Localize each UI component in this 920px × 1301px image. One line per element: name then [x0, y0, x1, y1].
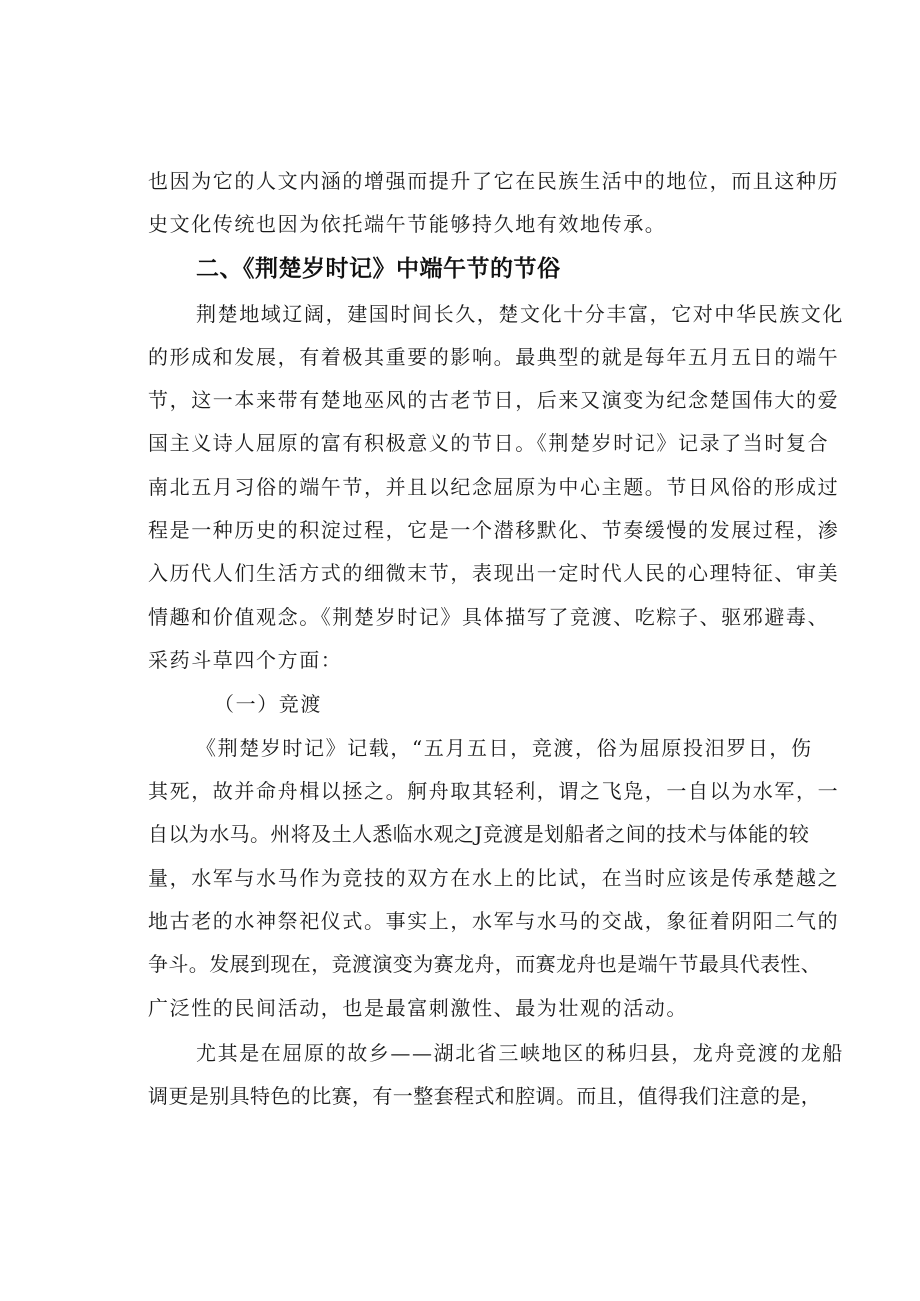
body-text-line: 广泛性的民间活动，也是最富刺激性、最为壮观的活动。 [148, 996, 688, 1020]
body-text-line: 《荆楚岁时记》记载，“五月五日，竞渡，俗为屈原投汨罗日，伤 [196, 736, 813, 760]
subsection-heading: （一）竞渡 [214, 692, 322, 716]
body-text-line: 地古老的水神祭祀仪式。事实上，水军与水马的交战，象征着阴阳二气的 [148, 909, 840, 933]
body-text-line: 国主义诗人屈原的富有积极意义的节日。《荆楚岁时记》记录了当时复合 [148, 431, 830, 455]
body-text-line: 也因为它的人文内涵的增强而提升了它在民族生活中的地位，而且这种历 [148, 169, 840, 193]
body-text-line: 调更是别具特色的比赛，有一整套程式和腔调。而且，值得我们注意的是， [148, 1084, 822, 1108]
body-text-line: 情趣和价值观念。《荆楚岁时记》具体描写了竞渡、吃粽子、驱邪避毒、 [148, 605, 830, 629]
body-text-line: 的形成和发展，有着极其重要的影响。最典型的就是每年五月五日的端午 [148, 345, 840, 369]
body-text-line: 尤其是在屈原的故乡——湖北省三峡地区的秭归县，龙舟竞渡的龙船 [196, 1041, 844, 1065]
section-heading: 二、《荆楚岁时记》中端午节的节俗 [196, 256, 561, 282]
body-text-line: 史文化传统也因为依托端午节能够持久地有效地传承。 [148, 212, 667, 236]
body-text-line: 量，水军与水马作为竞技的双方在水上的比试，在当时应该是传承楚越之 [148, 866, 840, 890]
body-text-line: 程是一种历史的积淀过程，它是一个潜移默化、节奏缓慢的发展过程，渗 [148, 518, 840, 542]
body-text-line: 南北五月习俗的端午节，并且以纪念屈原为中心主题。节日风俗的形成过 [148, 475, 840, 499]
body-text-line: 争斗。发展到现在，竞渡演变为赛龙舟，而赛龙舟也是端午节最具代表性、 [148, 952, 822, 976]
body-text-line: 其死，故并命舟楫以拯之。舸舟取其轻利，谓之飞凫，一自以为水军，一 [148, 779, 840, 803]
body-text-line: 采药斗草四个方面： [148, 648, 343, 672]
body-text-line: 节，这一本来带有楚地巫风的古老节日，后来又演变为纪念楚国伟大的爱 [148, 388, 840, 412]
body-text-line: 入历代人们生活方式的细微末节，表现出一定时代人民的心理特征、审美 [148, 561, 840, 585]
body-text-line: 自以为水马。州将及土人悉临水观之J竞渡是划船者之间的技术与体能的较 [148, 822, 810, 846]
body-text-line: 荆楚地域辽阔，建国时间长久，楚文化十分丰富，它对中华民族文化 [196, 302, 844, 326]
